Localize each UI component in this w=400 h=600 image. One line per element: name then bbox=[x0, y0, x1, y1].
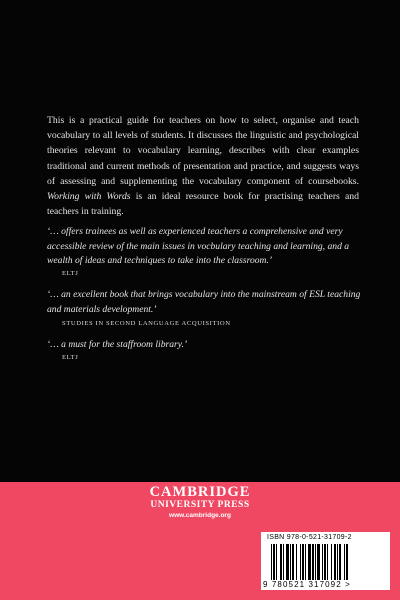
barcode-digits: 9 780521 317092 > bbox=[263, 580, 351, 589]
review-quote-1: ‘… offers trainees as well as experienced teachers a comprehensive and very accessible review of the main issues in vocbulary teaching and learning, and a wealth of ideas and techniques to take into the classroom.’ bbox=[47, 226, 350, 267]
review-quote-2: ‘… an excellent book that brings vocabulary into the mainstream of ESL teaching and materials development.’ bbox=[47, 289, 361, 315]
review-quote-3: ‘… a must for the staffroom library.’ bbox=[47, 339, 188, 350]
book-title-italic: Working with Words bbox=[47, 191, 131, 203]
barcode-box bbox=[261, 532, 390, 590]
description-text-end: is an ideal resource book for practising teachers and teachers in training. bbox=[47, 191, 359, 218]
description-text: This is a practical guide for teachers on how to select, organise and teach vocabulary to all levels of students. It discusses the linguistic and psychological theories relevant to vocabulary learning, describes with clear examples traditional and current methods of presentation and practice, and suggests ways of assessing and supplementing the vocabulary component of coursebooks. bbox=[47, 115, 359, 187]
publisher-name: CAMBRIDGE bbox=[149, 484, 251, 500]
description-paragraph bbox=[47, 113, 359, 219]
isbn-label: ISBN 978-0-521-31709-2 bbox=[267, 534, 352, 541]
review-source-1: ELTJ bbox=[62, 270, 79, 277]
barcode-icon bbox=[271, 544, 385, 580]
review-source-3: ELTJ bbox=[62, 354, 79, 361]
review-source-2: STUDIES IN SECOND LANGUAGE ACQUISITION bbox=[62, 320, 231, 327]
publisher-subtitle: UNIVERSITY PRESS bbox=[150, 500, 250, 510]
publisher-url: www.cambridge.org bbox=[169, 512, 231, 519]
